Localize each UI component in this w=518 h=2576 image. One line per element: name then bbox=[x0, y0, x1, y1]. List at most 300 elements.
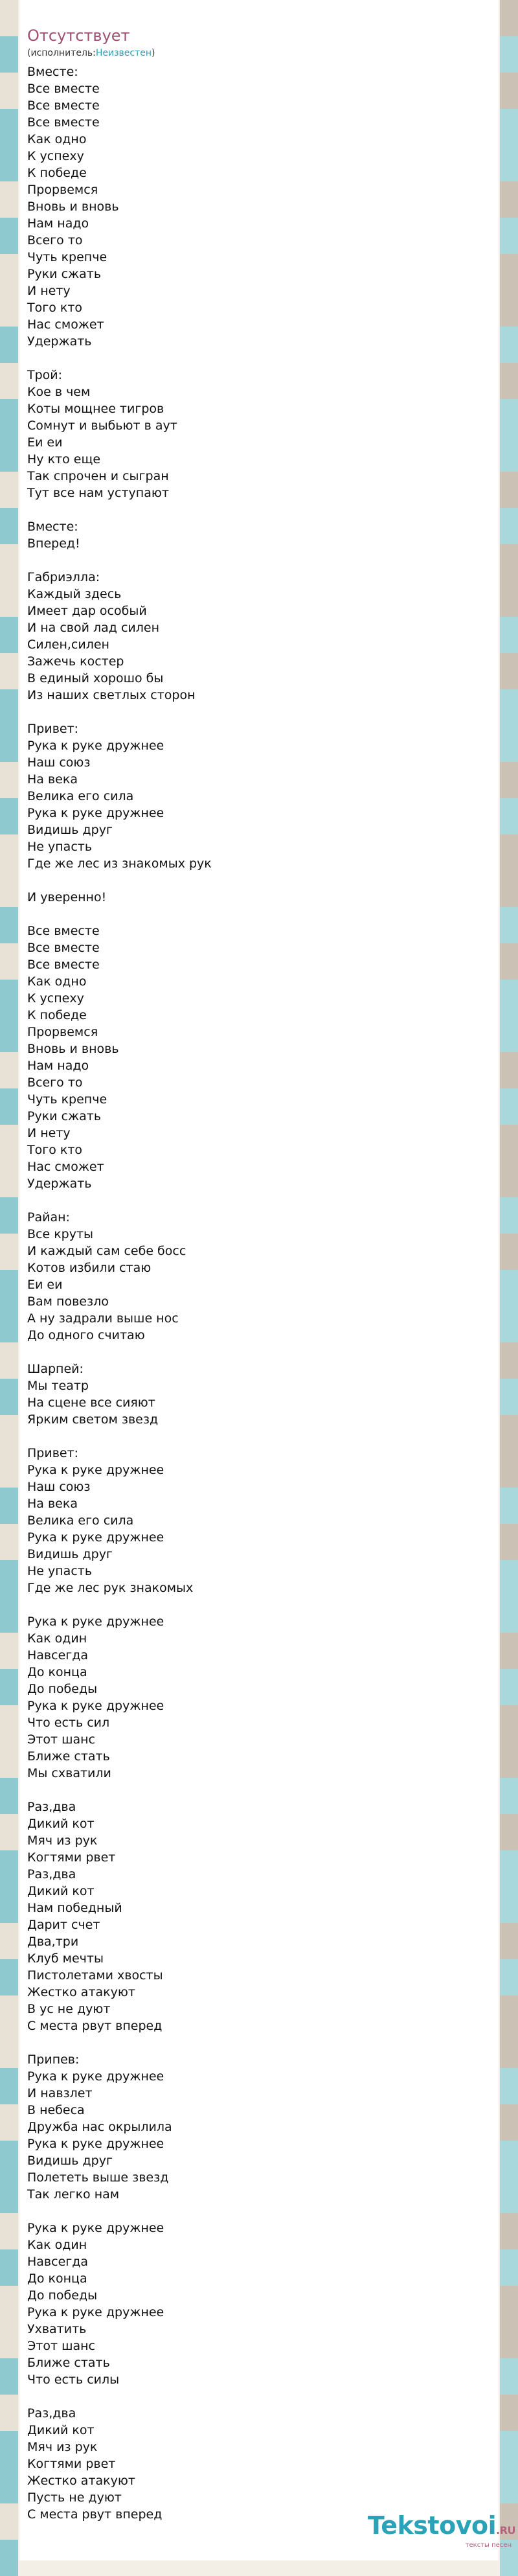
song-header bbox=[19, 0, 499, 60]
lyric-line: Вместе: bbox=[27, 65, 78, 79]
decorative-stripe bbox=[0, 2467, 18, 2503]
lyric-line: Велика его сила bbox=[27, 1513, 134, 1528]
lyric-line: Не упасть bbox=[27, 1564, 93, 1578]
decorative-stripe bbox=[500, 1887, 518, 1923]
decorative-stripe bbox=[0, 581, 18, 617]
decorative-stripe bbox=[500, 2177, 518, 2213]
lyric-blank-line bbox=[27, 872, 499, 889]
decorative-stripe bbox=[0, 181, 18, 218]
decorative-stripe bbox=[0, 544, 18, 581]
decorative-stripe bbox=[0, 1342, 18, 1379]
lyric-line: Жестко атакуют bbox=[27, 2474, 135, 2488]
decorative-stripe bbox=[500, 544, 518, 581]
decorative-stripe bbox=[0, 218, 18, 254]
lyric-line: Еи еи bbox=[27, 1278, 63, 1292]
decorative-stripe bbox=[0, 109, 18, 145]
lyric-line: До победы bbox=[27, 1682, 98, 1696]
decorative-stripe bbox=[500, 327, 518, 363]
logo-tld: .RU bbox=[496, 2524, 515, 2536]
lyric-blank-line bbox=[27, 1596, 499, 1613]
decorative-stripe bbox=[500, 653, 518, 689]
lyric-line: Силен,силен bbox=[27, 638, 109, 652]
decorative-stripe bbox=[500, 1488, 518, 1524]
decorative-stripe bbox=[0, 2141, 18, 2177]
decorative-stripe bbox=[500, 2395, 518, 2431]
decorative-stripe bbox=[0, 1234, 18, 1270]
lyric-line: Рука к руке дружнее bbox=[27, 2137, 164, 2151]
lyric-line: С места рвут вперед bbox=[27, 2019, 163, 2033]
lyric-line: Клуб мечты bbox=[27, 1951, 104, 1966]
lyric-line: До одного считаю bbox=[27, 1328, 145, 1342]
decorative-stripe bbox=[500, 1415, 518, 1451]
lyric-line: Руки сжать bbox=[27, 267, 102, 281]
decorative-stripe bbox=[500, 1379, 518, 1415]
lyric-line: Рука к руке дружнее bbox=[27, 739, 164, 753]
decorative-stripe bbox=[500, 145, 518, 181]
lyric-line: До конца bbox=[27, 1665, 87, 1679]
lyric-line: Рука к руке дружнее bbox=[27, 1699, 164, 1713]
decorative-stripe bbox=[500, 2213, 518, 2249]
lyric-line: Не упасть bbox=[27, 840, 93, 854]
lyric-line: Того кто bbox=[27, 301, 83, 315]
decorative-stripe bbox=[500, 1342, 518, 1379]
lyric-line: Этот шанс bbox=[27, 2339, 95, 2353]
lyric-line: Всего то bbox=[27, 233, 83, 247]
decorative-stripe bbox=[0, 1959, 18, 1995]
decorative-stripe bbox=[0, 73, 18, 109]
lyric-line: Дикий кот bbox=[27, 1884, 95, 1898]
decorative-stripe bbox=[500, 1451, 518, 1488]
lyric-line: Вам повезло bbox=[27, 1294, 109, 1309]
decorative-stripe bbox=[0, 1995, 18, 2032]
lyric-line: Привет: bbox=[27, 1446, 79, 1460]
lyric-line: Все вместе bbox=[27, 941, 100, 955]
decorative-stripe bbox=[0, 2503, 18, 2540]
lyric-blank-line bbox=[27, 1782, 499, 1799]
decorative-stripe bbox=[0, 798, 18, 834]
decorative-stripe bbox=[500, 2249, 518, 2286]
lyric-line: К успеху bbox=[27, 149, 84, 163]
lyric-line: Мы схватили bbox=[27, 1766, 111, 1780]
decorative-stripe bbox=[0, 1814, 18, 1850]
decorative-stripe bbox=[500, 1125, 518, 1161]
decorative-stripe bbox=[500, 1778, 518, 1814]
lyric-line: Навсегда bbox=[27, 2255, 89, 2269]
decorative-stripe bbox=[0, 2249, 18, 2286]
decorative-stripe bbox=[500, 871, 518, 907]
lyric-line: Где же лес рук знакомых bbox=[27, 1581, 194, 1595]
lyric-line: Дикий кот bbox=[27, 2423, 95, 2437]
lyric-line: Рука к руке дружнее bbox=[27, 1615, 164, 1629]
lyric-line: Рука к руке дружнее bbox=[27, 2069, 164, 2084]
lyric-line: В ус не дуют bbox=[27, 2002, 111, 2016]
decorative-stripe bbox=[500, 2141, 518, 2177]
decorative-stripe bbox=[500, 689, 518, 726]
lyric-line: Как одно bbox=[27, 974, 87, 989]
decorative-stripe bbox=[500, 617, 518, 653]
logo-name: Tekstovoi bbox=[367, 2511, 497, 2540]
decorative-stripe bbox=[0, 435, 18, 472]
lyric-line: К успеху bbox=[27, 991, 84, 1006]
decorative-stripe bbox=[0, 363, 18, 399]
decorative-stripe bbox=[0, 2540, 18, 2576]
lyric-line: На века bbox=[27, 1497, 78, 1511]
decorative-stripe bbox=[0, 508, 18, 544]
lyric-line: Ярким светом звезд bbox=[27, 1412, 159, 1427]
song-title: Отсутствует bbox=[27, 27, 130, 45]
decorative-stripe bbox=[500, 1814, 518, 1850]
lyric-blank-line bbox=[27, 350, 499, 367]
lyric-line: Так легко нам bbox=[27, 2187, 120, 2202]
lyric-line: Жестко атакуют bbox=[27, 1985, 135, 1999]
decorative-stripe bbox=[500, 798, 518, 834]
decorative-stripe bbox=[500, 2286, 518, 2322]
lyric-line: Нас сможет bbox=[27, 317, 104, 332]
lyric-line: Рука к руке дружнее bbox=[27, 806, 164, 820]
lyric-blank-line bbox=[27, 2034, 499, 2051]
decorative-stripe bbox=[500, 834, 518, 871]
lyric-line: Прорвемся bbox=[27, 1025, 98, 1039]
decorative-stripe bbox=[0, 1016, 18, 1052]
decorative-stripe bbox=[0, 145, 18, 181]
decorative-stripe bbox=[0, 290, 18, 327]
lyric-line: Все вместе bbox=[27, 924, 100, 938]
lyric-blank-line bbox=[27, 552, 499, 569]
decorative-stripe bbox=[0, 1379, 18, 1415]
lyric-line: Нам победный bbox=[27, 1901, 122, 1915]
decorative-stripe bbox=[0, 1451, 18, 1488]
lyric-line: И уверенно! bbox=[27, 890, 107, 904]
decorative-stripe bbox=[0, 1088, 18, 1125]
decorative-stripe bbox=[500, 181, 518, 218]
decorative-stripe bbox=[500, 2068, 518, 2104]
lyric-line: Как один bbox=[27, 1631, 87, 1646]
lyric-line: Руки сжать bbox=[27, 1109, 102, 1123]
decorative-stripe bbox=[500, 907, 518, 943]
lyric-line: Дикий кот bbox=[27, 1817, 95, 1831]
decorative-stripe bbox=[0, 1052, 18, 1088]
decorative-stripe bbox=[0, 2177, 18, 2213]
lyric-line: Удержать bbox=[27, 334, 92, 349]
decorative-stripe bbox=[500, 1306, 518, 1342]
lyric-line: Как одно bbox=[27, 132, 87, 146]
lyric-line: А ну задрали выше нос bbox=[27, 1311, 179, 1326]
decorative-stripe bbox=[0, 36, 18, 73]
lyric-line: Наш союз bbox=[27, 755, 91, 770]
decorative-stripe bbox=[0, 834, 18, 871]
decorative-stripe bbox=[500, 1923, 518, 1959]
decorative-stripe bbox=[0, 2286, 18, 2322]
decorative-stripe bbox=[0, 1488, 18, 1524]
lyric-line: Ближе стать bbox=[27, 2356, 110, 2370]
lyric-line: Так спрочен и сыгран bbox=[27, 469, 169, 483]
lyric-line: Наш союз bbox=[27, 1480, 91, 1494]
lyric-blank-line bbox=[27, 2388, 499, 2405]
lyrics-text bbox=[19, 60, 499, 2523]
left-decorative-stripes bbox=[0, 0, 18, 2560]
lyric-line: На сцене все сияют bbox=[27, 1396, 155, 1410]
lyric-line: Котов избили стаю bbox=[27, 1261, 152, 1275]
decorative-stripe bbox=[500, 1088, 518, 1125]
decorative-stripe bbox=[500, 1705, 518, 1742]
lyric-blank-line bbox=[27, 1428, 499, 1445]
lyric-line: Рука к руке дружнее bbox=[27, 1463, 164, 1477]
lyric-line: Мяч из рук bbox=[27, 2440, 98, 2454]
lyric-line: Ухватить bbox=[27, 2322, 87, 2336]
lyric-line: Полететь выше звезд bbox=[27, 2170, 169, 2185]
decorative-stripe bbox=[0, 1270, 18, 1306]
lyric-line: К победе bbox=[27, 166, 87, 180]
lyric-line: Райан: bbox=[27, 1210, 70, 1225]
lyric-line: Габриэлла: bbox=[27, 570, 100, 584]
lyric-line: И навзлет bbox=[27, 2086, 93, 2100]
lyric-line: Все вместе bbox=[27, 82, 100, 96]
lyric-line: Всего то bbox=[27, 1075, 83, 1090]
decorative-stripe bbox=[500, 1669, 518, 1705]
lyric-line: Чуть крепче bbox=[27, 1092, 107, 1107]
decorative-stripe bbox=[0, 2068, 18, 2104]
lyric-line: Навсегда bbox=[27, 1648, 89, 1662]
lyric-line: Рука к руке дружнее bbox=[27, 2305, 164, 2319]
decorative-stripe bbox=[500, 2467, 518, 2503]
lyric-line: Припев: bbox=[27, 2053, 80, 2067]
lyric-line: Ну кто еще bbox=[27, 452, 101, 466]
decorative-stripe bbox=[500, 363, 518, 399]
decorative-stripe bbox=[0, 327, 18, 363]
lyric-line: Еи еи bbox=[27, 435, 63, 450]
decorative-stripe bbox=[0, 653, 18, 689]
lyric-line: Дружба нас окрылила bbox=[27, 2120, 172, 2134]
artist-suffix: ) bbox=[152, 48, 155, 58]
lyric-line: Каждый здесь bbox=[27, 587, 122, 601]
decorative-stripe bbox=[0, 1560, 18, 1596]
lyric-line: Когтями рвет bbox=[27, 2457, 116, 2471]
lyric-line: Кое в чем bbox=[27, 385, 91, 399]
decorative-stripe bbox=[500, 980, 518, 1016]
decorative-stripe bbox=[0, 871, 18, 907]
decorative-stripe bbox=[500, 1161, 518, 1197]
lyric-blank-line bbox=[27, 1192, 499, 1209]
lyric-line: И на свой лад силен bbox=[27, 621, 160, 635]
lyric-line: До конца bbox=[27, 2271, 87, 2286]
decorative-stripe bbox=[500, 2104, 518, 2141]
decorative-stripe bbox=[0, 1923, 18, 1959]
decorative-stripe bbox=[0, 980, 18, 1016]
lyric-line: До победы bbox=[27, 2288, 98, 2303]
lyric-line: Этот шанс bbox=[27, 1732, 95, 1747]
decorative-stripe bbox=[0, 1415, 18, 1451]
decorative-stripe bbox=[0, 2032, 18, 2068]
decorative-stripe bbox=[0, 0, 18, 36]
decorative-stripe bbox=[0, 2213, 18, 2249]
decorative-stripe bbox=[500, 1234, 518, 1270]
decorative-stripe bbox=[500, 726, 518, 762]
logo-wordmark bbox=[368, 2513, 515, 2544]
lyric-blank-line bbox=[27, 906, 499, 923]
artist-link[interactable]: Неизвестен bbox=[95, 48, 152, 58]
lyric-line: Дарит счет bbox=[27, 1918, 100, 1932]
lyric-line: В небеса bbox=[27, 2103, 85, 2117]
lyric-line: Ближе стать bbox=[27, 1749, 110, 1764]
decorative-stripe bbox=[500, 1742, 518, 1778]
lyric-line: Рука к руке дружнее bbox=[27, 2221, 164, 2235]
lyric-line: Видишь друг bbox=[27, 2154, 113, 2168]
artist-line bbox=[27, 47, 499, 60]
decorative-stripe bbox=[0, 2322, 18, 2358]
lyric-line: Из наших светлых сторон bbox=[27, 688, 196, 702]
lyric-line: С места рвут вперед bbox=[27, 2507, 163, 2522]
lyric-line: Сомнут и выбьют в аут bbox=[27, 419, 177, 433]
decorative-stripe bbox=[500, 1995, 518, 2032]
lyric-line: Велика его сила bbox=[27, 789, 134, 803]
decorative-stripe bbox=[500, 399, 518, 435]
lyric-line: Вновь и вновь bbox=[27, 200, 119, 214]
decorative-stripe bbox=[500, 1850, 518, 1887]
decorative-stripe bbox=[0, 1197, 18, 1234]
lyric-line: Раз,два bbox=[27, 1800, 76, 1814]
lyric-line: Прорвемся bbox=[27, 183, 98, 197]
decorative-stripe bbox=[0, 1161, 18, 1197]
lyric-line: Вновь и вновь bbox=[27, 1042, 119, 1056]
lyric-line: Вместе: bbox=[27, 520, 78, 534]
decorative-stripe bbox=[500, 218, 518, 254]
lyric-line: Трой: bbox=[27, 368, 63, 382]
lyric-line: Два,три bbox=[27, 1935, 79, 1949]
decorative-stripe bbox=[0, 1887, 18, 1923]
lyric-line: Имеет дар особый bbox=[27, 604, 147, 618]
decorative-stripe bbox=[500, 1016, 518, 1052]
lyric-line: Коты мощнее тигров bbox=[27, 402, 164, 416]
lyric-line: Что есть сил bbox=[27, 1716, 110, 1730]
decorative-stripe bbox=[0, 1633, 18, 1669]
decorative-stripe bbox=[0, 1850, 18, 1887]
decorative-stripe bbox=[500, 109, 518, 145]
lyric-blank-line bbox=[27, 1344, 499, 1361]
lyric-line: Все круты bbox=[27, 1227, 94, 1241]
decorative-stripe bbox=[0, 1125, 18, 1161]
decorative-stripe bbox=[0, 907, 18, 943]
lyric-blank-line bbox=[27, 2203, 499, 2220]
lyric-line: Мы театр bbox=[27, 1379, 89, 1393]
decorative-stripe bbox=[500, 2032, 518, 2068]
lyric-line: Пусть не дуют bbox=[27, 2490, 122, 2505]
lyric-line: Как один bbox=[27, 2238, 87, 2252]
decorative-stripe bbox=[0, 254, 18, 290]
decorative-stripe bbox=[0, 1705, 18, 1742]
decorative-stripe bbox=[0, 1778, 18, 1814]
decorative-stripe bbox=[0, 943, 18, 980]
decorative-stripe bbox=[500, 435, 518, 472]
decorative-stripe bbox=[0, 399, 18, 435]
lyric-line: И нету bbox=[27, 1126, 71, 1140]
tekstovoi-logo[interactable] bbox=[368, 2513, 515, 2549]
lyric-line: Нам надо bbox=[27, 216, 89, 231]
decorative-stripe bbox=[500, 73, 518, 109]
decorative-stripe bbox=[500, 762, 518, 798]
decorative-stripe bbox=[500, 1524, 518, 1560]
lyric-line: Чуть крепче bbox=[27, 250, 107, 264]
lyric-line: Тут все нам уступают bbox=[27, 486, 169, 500]
decorative-stripe bbox=[0, 1742, 18, 1778]
decorative-stripe bbox=[500, 1052, 518, 1088]
decorative-stripe bbox=[500, 36, 518, 73]
lyric-line: Мяч из рук bbox=[27, 1834, 98, 1848]
decorative-stripe bbox=[500, 2358, 518, 2395]
decorative-stripe bbox=[500, 1270, 518, 1306]
lyric-blank-line bbox=[27, 704, 499, 720]
artist-prefix: (исполнитель: bbox=[27, 48, 96, 58]
decorative-stripe bbox=[0, 617, 18, 653]
decorative-stripe bbox=[500, 254, 518, 290]
lyric-line: Видишь друг bbox=[27, 823, 113, 837]
decorative-stripe bbox=[500, 1197, 518, 1234]
lyrics-page bbox=[19, 0, 499, 2560]
lyric-line: Удержать bbox=[27, 1177, 92, 1191]
lyric-line: Где же лес из знакомых рук bbox=[27, 857, 212, 871]
decorative-stripe bbox=[0, 762, 18, 798]
lyric-line: Привет: bbox=[27, 722, 79, 736]
lyric-line: Видишь друг bbox=[27, 1547, 113, 1561]
decorative-stripe bbox=[0, 689, 18, 726]
lyric-line: На века bbox=[27, 772, 78, 787]
decorative-stripe bbox=[500, 290, 518, 327]
lyric-line: Зажечь костер bbox=[27, 654, 124, 669]
decorative-stripe bbox=[500, 1633, 518, 1669]
lyric-blank-line bbox=[27, 501, 499, 518]
decorative-stripe bbox=[0, 2395, 18, 2431]
decorative-stripe bbox=[0, 1669, 18, 1705]
lyric-line: Все вместе bbox=[27, 958, 100, 972]
lyric-line: Раз,два bbox=[27, 1867, 76, 1881]
lyric-line: Что есть силы bbox=[27, 2373, 120, 2387]
decorative-stripe bbox=[500, 2322, 518, 2358]
lyric-line: Пистолетами хвосты bbox=[27, 1968, 163, 1983]
decorative-stripe bbox=[0, 1306, 18, 1342]
decorative-stripe bbox=[500, 1959, 518, 1995]
decorative-stripe bbox=[0, 2104, 18, 2141]
decorative-stripe bbox=[0, 2431, 18, 2467]
decorative-stripe bbox=[0, 1524, 18, 1560]
decorative-stripe bbox=[500, 581, 518, 617]
decorative-stripe bbox=[0, 472, 18, 508]
lyric-line: К победе bbox=[27, 1008, 87, 1022]
decorative-stripe bbox=[500, 0, 518, 36]
lyric-line: Нас сможет bbox=[27, 1160, 104, 1174]
lyric-line: Когтями рвет bbox=[27, 1850, 116, 1865]
decorative-stripe bbox=[500, 1596, 518, 1633]
right-decorative-stripes bbox=[500, 0, 518, 2560]
lyric-line: Вперед! bbox=[27, 536, 80, 551]
decorative-stripe bbox=[0, 1596, 18, 1633]
lyric-line: Все вместе bbox=[27, 98, 100, 113]
lyric-line: Все вместе bbox=[27, 115, 100, 130]
lyric-line: Нам надо bbox=[27, 1059, 89, 1073]
lyric-line: И нету bbox=[27, 284, 71, 298]
decorative-stripe bbox=[500, 943, 518, 980]
decorative-stripe bbox=[500, 1560, 518, 1596]
lyric-line: В единый хорошо бы bbox=[27, 671, 164, 685]
logo-tagline: тексты песен bbox=[465, 2542, 512, 2549]
lyric-line: Шарпей: bbox=[27, 1362, 84, 1376]
lyric-line: Того кто bbox=[27, 1143, 83, 1157]
decorative-stripe bbox=[500, 2431, 518, 2467]
decorative-stripe bbox=[0, 2358, 18, 2395]
lyric-line: И каждый сам себе босс bbox=[27, 1244, 186, 1258]
lyric-line: Раз,два bbox=[27, 2406, 76, 2421]
decorative-stripe bbox=[0, 726, 18, 762]
decorative-stripe bbox=[500, 472, 518, 508]
decorative-stripe bbox=[500, 508, 518, 544]
